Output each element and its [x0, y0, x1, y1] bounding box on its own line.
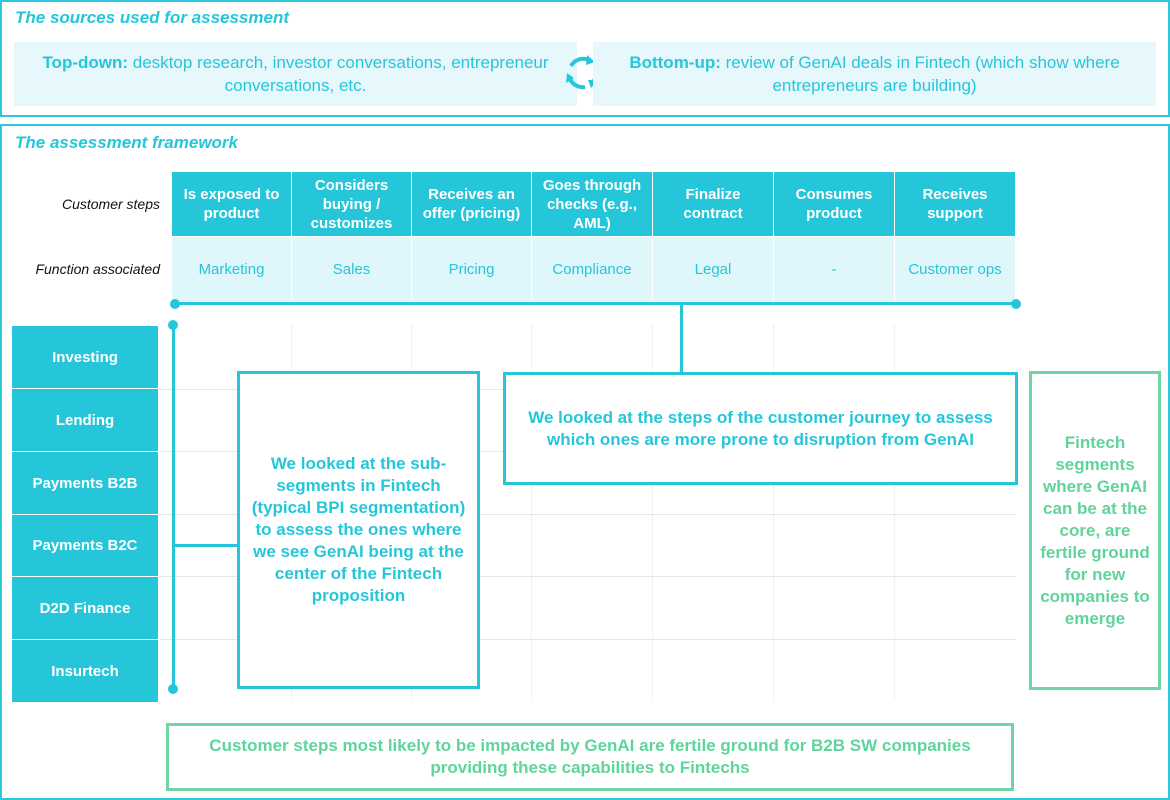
segments-conclusion-box: Fintech segments where GenAI can be at the core, are fertile ground for new companies to emerge [1029, 371, 1161, 690]
function-cell-1: Marketing [172, 237, 291, 301]
steps-bracket-dot-right [1011, 299, 1021, 309]
steps-connector-line [680, 303, 683, 373]
sources-title: The sources used for assessment [15, 8, 290, 27]
bottom-up-box [593, 42, 1156, 106]
step-header-4: Goes through checks (e.g., AML) [532, 172, 652, 236]
function-cell-2: Sales [292, 237, 411, 301]
step-header-1: Is exposed to product [172, 172, 291, 236]
customer-steps-label: Customer steps [61, 196, 160, 212]
segments-bracket-dot-top [168, 320, 178, 330]
segments-connector-line [174, 544, 238, 547]
segment-payments-b2b: Payments B2B [12, 452, 158, 514]
segments-bracket-dot-bottom [168, 684, 178, 694]
segments-bracket-line [172, 325, 175, 689]
top-down-label: Top-down: [42, 53, 129, 72]
top-down-text: desktop research, investor conversations, entrepreneur conversations, etc. [132, 53, 549, 95]
bottom-up-text: review of GenAI deals in Fintech (which show where entrepreneurs are building) [725, 53, 1120, 95]
step-header-5: Finalize contract [653, 172, 773, 236]
segment-lending: Lending [12, 389, 158, 451]
function-associated-label: Function associated [35, 261, 160, 277]
function-cell-5: Legal [653, 237, 773, 301]
step-header-3: Receives an offer (pricing) [412, 172, 531, 236]
top-down-box [14, 42, 577, 106]
steps-conclusion-box: Customer steps most likely to be impacted by GenAI are fertile ground for B2B SW companies providing these capabilities to Fintechs [166, 723, 1014, 791]
framework-title: The assessment framework [15, 133, 238, 152]
segment-payments-b2c: Payments B2C [12, 515, 158, 576]
steps-bracket-dot-left [170, 299, 180, 309]
segment-d2d-finance: D2D Finance [12, 577, 158, 639]
segment-insurtech: Insurtech [12, 640, 158, 702]
step-header-2: Considers buying / customizes [292, 172, 411, 236]
function-cell-3: Pricing [412, 237, 531, 301]
step-header-6: Consumes product [774, 172, 894, 236]
step-header-7: Receives support [895, 172, 1015, 236]
function-cell-7: Customer ops [895, 237, 1015, 301]
bottom-up-label: Bottom-up: [629, 53, 721, 72]
steps-bracket-line [175, 302, 1017, 305]
segments-callout: We looked at the sub-segments in Fintech (typical BPI segmentation) to assess the ones where we see GenAI being at the center of the Fintech proposition [237, 371, 480, 689]
steps-callout: We looked at the steps of the customer journey to assess which ones are more prone to disruption from GenAI [503, 372, 1018, 485]
segment-investing: Investing [12, 326, 158, 388]
function-cell-6: - [774, 237, 894, 301]
function-cell-4: Compliance [532, 237, 652, 301]
